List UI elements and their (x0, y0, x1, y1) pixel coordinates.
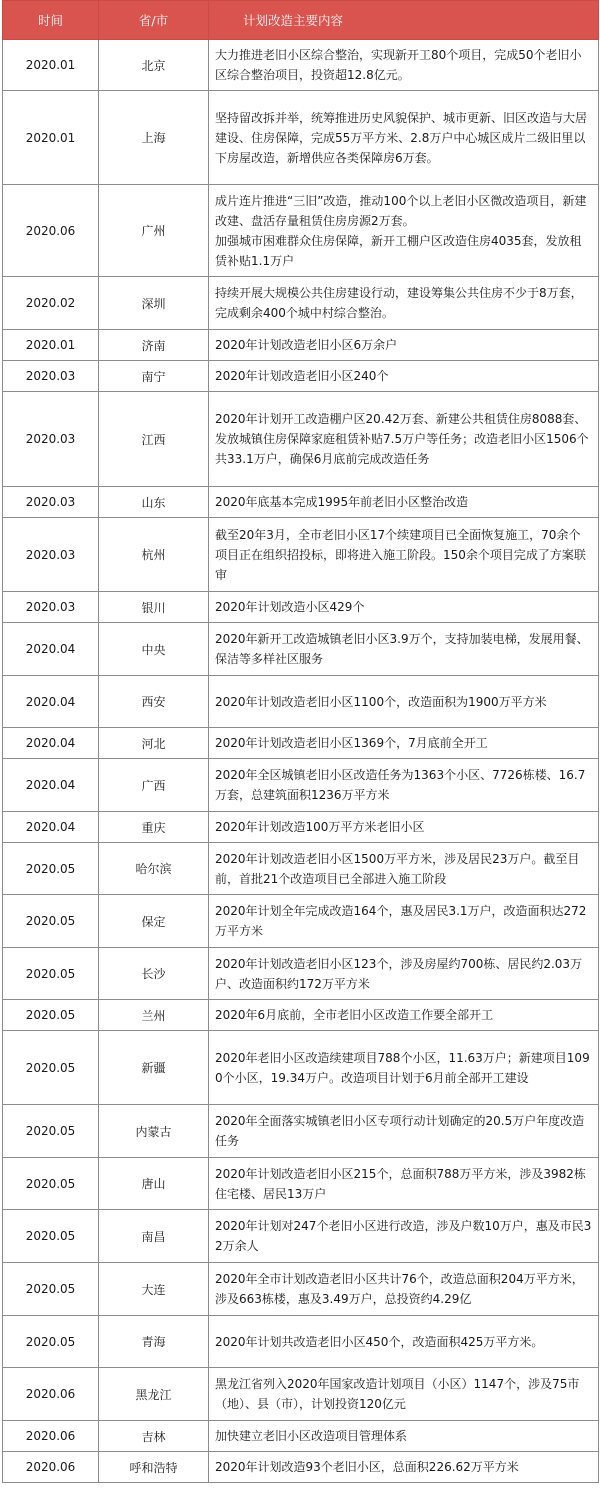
cell-date: 2020.06 (3, 1452, 99, 1483)
cell-province: 青海 (99, 1316, 209, 1368)
table-row (3, 895, 599, 948)
content-paragraph: 大力推进老旧小区综合整治，实现新开工80个项目，完成50个老旧小区综合整治项目，投资超12.8亿元。 (215, 48, 582, 82)
content-paragraph: 2020年新开工改造城镇老旧小区3.9万个，支持加装电梯，发展用餐、保洁等多样社区服务 (215, 632, 589, 666)
cell-date: 2020.06 (3, 185, 99, 277)
cell-content (209, 728, 599, 759)
table-row (3, 1031, 599, 1105)
cell-province: 深圳 (99, 277, 209, 330)
content-paragraph: 坚持留改拆并举，统筹推进历史风貌保护、城市更新、旧区改造与大居建设、住房保障，完成55万平方米、2.8万户中心城区成片二级旧里以下房屋改造，新增供应各类保障房6万套。 (215, 110, 588, 165)
content-paragraph: 2020年计划改造老旧小区123个，涉及房屋约700栋、居民约2.03万户、改造面积约172万平方米 (215, 956, 583, 991)
content-paragraph: 2020年全市计划改造老旧小区共计76个，改造总面积204万平方米，涉及663栋楼，惠及3.49万户，总投资约4.29亿 (215, 1272, 584, 1306)
cell-date: 2020.05 (3, 1000, 99, 1031)
content-paragraph: 持续开展大规模公共住房建设行动，建设筹集公共住房不少于8万套，完成剩余400个城中村综合整治。 (215, 286, 583, 320)
cell-date: 2020.03 (3, 487, 99, 518)
content-paragraph: 2020年计划改造老旧小区240个 (215, 369, 389, 383)
cell-province: 银川 (99, 592, 209, 623)
cell-content (209, 812, 599, 843)
content-paragraph: 2020年计划改造老旧小区6万余户 (215, 338, 398, 352)
table-row (3, 40, 599, 91)
cell-date: 2020.05 (3, 895, 99, 948)
cell-province: 重庆 (99, 812, 209, 843)
cell-province: 新疆 (99, 1031, 209, 1105)
table-row (3, 948, 599, 1000)
table-row (3, 330, 599, 361)
cell-content (209, 277, 599, 330)
cell-content (209, 1105, 599, 1158)
cell-date: 2020.03 (3, 361, 99, 392)
cell-date: 2020.02 (3, 277, 99, 330)
table-row (3, 1263, 599, 1316)
cell-content (209, 843, 599, 895)
table-row (3, 592, 599, 623)
table-header (3, 1, 599, 40)
cell-date: 2020.05 (3, 1105, 99, 1158)
table-row (3, 676, 599, 728)
cell-province: 中央 (99, 623, 209, 676)
cell-content (209, 1158, 599, 1210)
cell-date: 2020.05 (3, 1031, 99, 1105)
table-row (3, 1105, 599, 1158)
cell-province: 南昌 (99, 1210, 209, 1263)
table-row (3, 1210, 599, 1263)
cell-content (209, 361, 599, 392)
cell-date: 2020.04 (3, 623, 99, 676)
cell-province: 内蒙古 (99, 1105, 209, 1158)
table-row (3, 843, 599, 895)
cell-content (209, 40, 599, 91)
renovation-plan-table (2, 0, 599, 1483)
cell-province: 兰州 (99, 1000, 209, 1031)
table-row (3, 623, 599, 676)
cell-content (209, 895, 599, 948)
table-row (3, 1000, 599, 1031)
table-row (3, 812, 599, 843)
table-row (3, 759, 599, 812)
content-paragraph: 2020年计划改造小区429个 (215, 600, 365, 614)
cell-content (209, 1210, 599, 1263)
content-paragraph: 2020年计划改造100万平方米老旧小区 (215, 820, 425, 834)
content-paragraph: 2020年全区城镇老旧小区改造任务为1363个小区、7726栋楼、16.7万套，总建筑面积1236万平方米 (215, 768, 586, 802)
content-paragraph: 2020年底基本完成1995年前老旧小区整治改造 (215, 495, 469, 509)
content-paragraph: 黑龙江省列入2020年国家改造计划项目（小区）1147个，涉及75市（地）、县（市），计划投资120亿元 (215, 1377, 580, 1411)
cell-content (209, 759, 599, 812)
cell-province: 江西 (99, 392, 209, 487)
content-paragraph: 加强城市困难群众住房保障，新开工棚户区改造住房4035套，发放租赁补贴1.1万户 (215, 233, 582, 268)
cell-date: 2020.05 (3, 1316, 99, 1368)
cell-content (209, 91, 599, 185)
content-paragraph: 成片连片推进“三旧”改造，推动100个以上老旧小区微改造项目，新建改建、盘活存量租赁住房房源2万套。 (215, 193, 587, 228)
header-province: 省/市 (99, 1, 209, 40)
cell-province: 唐山 (99, 1158, 209, 1210)
cell-province: 河北 (99, 728, 209, 759)
header-date: 时间 (3, 1, 99, 40)
cell-province: 济南 (99, 330, 209, 361)
cell-date: 2020.04 (3, 759, 99, 812)
cell-content (209, 948, 599, 1000)
cell-content (209, 185, 599, 277)
cell-content (209, 1031, 599, 1105)
table-row (3, 1368, 599, 1421)
table-row (3, 1421, 599, 1452)
cell-date: 2020.05 (3, 1210, 99, 1263)
cell-content (209, 1452, 599, 1483)
cell-date: 2020.01 (3, 40, 99, 91)
table-row (3, 361, 599, 392)
content-paragraph: 2020年全面落实城镇老旧小区专项行动计划确定的20.5万户年度改造任务 (215, 1114, 585, 1148)
cell-date: 2020.04 (3, 676, 99, 728)
cell-province: 黑龙江 (99, 1368, 209, 1421)
content-paragraph: 2020年计划改造老旧小区1500万平方米，涉及居民23万户。截至目前，首批21个改造项目已全部进入施工阶段 (215, 851, 580, 886)
cell-date: 2020.05 (3, 1158, 99, 1210)
cell-content (209, 1000, 599, 1031)
table-row (3, 1452, 599, 1483)
content-paragraph: 2020年计划共改造老旧小区450个，改造面积425万平方米。 (215, 1334, 544, 1349)
cell-province: 广州 (99, 185, 209, 277)
table-body (3, 40, 599, 1483)
cell-province: 杭州 (99, 518, 209, 592)
cell-province: 上海 (99, 91, 209, 185)
cell-date: 2020.03 (3, 518, 99, 592)
cell-date: 2020.05 (3, 948, 99, 1000)
cell-date: 2020.04 (3, 728, 99, 759)
cell-date: 2020.04 (3, 812, 99, 843)
cell-province: 南宁 (99, 361, 209, 392)
table-row (3, 487, 599, 518)
cell-content (209, 487, 599, 518)
cell-content (209, 330, 599, 361)
table-row (3, 728, 599, 759)
cell-content (209, 1316, 599, 1368)
cell-content (209, 1421, 599, 1452)
content-paragraph: 加快建立老旧小区改造项目管理体系 (215, 1429, 408, 1443)
cell-date: 2020.05 (3, 843, 99, 895)
content-paragraph: 2020年计划对247个老旧小区进行改造，涉及户数10万户，惠及市民32万余人 (215, 1219, 592, 1253)
cell-province: 西安 (99, 676, 209, 728)
content-paragraph: 2020年6月底前，全市老旧小区改造工作要全部开工 (215, 1008, 494, 1022)
cell-date: 2020.05 (3, 1263, 99, 1316)
content-paragraph: 2020年老旧小区改造续建项目788个小区，11.63万户；新建项目1090个小区，19.34万户。改造项目计划于6月前全部开工建设 (215, 1050, 590, 1085)
table-row (3, 1158, 599, 1210)
content-paragraph: 2020年计划改造老旧小区215个，总面积788万平方米，涉及3982栋住宅楼、居民13万户 (215, 1166, 586, 1201)
cell-date: 2020.03 (3, 592, 99, 623)
table-row (3, 277, 599, 330)
cell-content (209, 1263, 599, 1316)
cell-province: 大连 (99, 1263, 209, 1316)
cell-date: 2020.03 (3, 392, 99, 487)
header-content: 计划改造主要内容 (209, 1, 599, 40)
content-paragraph: 2020年计划改造93个老旧小区，总面积226.62万平方米 (215, 1460, 519, 1474)
cell-province: 长沙 (99, 948, 209, 1000)
table-row (3, 392, 599, 487)
cell-content (209, 392, 599, 487)
header-row (3, 1, 599, 40)
cell-province: 广西 (99, 759, 209, 812)
cell-date: 2020.06 (3, 1421, 99, 1452)
cell-content (209, 676, 599, 728)
cell-content (209, 1368, 599, 1421)
cell-date: 2020.01 (3, 91, 99, 185)
content-paragraph: 2020年计划改造老旧小区1100个，改造面积为1900万平方米 (215, 694, 547, 709)
cell-content (209, 623, 599, 676)
cell-content (209, 592, 599, 623)
table-row (3, 185, 599, 277)
cell-province: 保定 (99, 895, 209, 948)
cell-province: 呼和浩特 (99, 1452, 209, 1483)
table-row (3, 91, 599, 185)
cell-province: 吉林 (99, 1421, 209, 1452)
table-row (3, 518, 599, 592)
cell-date: 2020.01 (3, 330, 99, 361)
cell-content (209, 518, 599, 592)
content-paragraph: 2020年计划全年完成改造164个，惠及居民3.1万户，改造面积达272万平方米 (215, 904, 587, 938)
content-paragraph: 2020年计划开工改造棚户区20.42万套、新建公共租赁住房8088套、发放城镇住房保障家庭租赁补贴7.5万户等任务；改造老旧小区1506个共33.1万户，确保6月底前完成改造任务 (215, 412, 589, 466)
cell-province: 北京 (99, 40, 209, 91)
content-paragraph: 2020年计划改造老旧小区1369个，7月底前全开工 (215, 736, 488, 750)
cell-province: 哈尔滨 (99, 843, 209, 895)
cell-date: 2020.06 (3, 1368, 99, 1421)
table-row (3, 1316, 599, 1368)
cell-province: 山东 (99, 487, 209, 518)
content-paragraph: 截至20年3月，全市老旧小区17个续建项目已全面恢复施工，70余个项目正在组织招投标，即将进入施工阶段。150余个项目完成了方案联审 (215, 527, 586, 582)
